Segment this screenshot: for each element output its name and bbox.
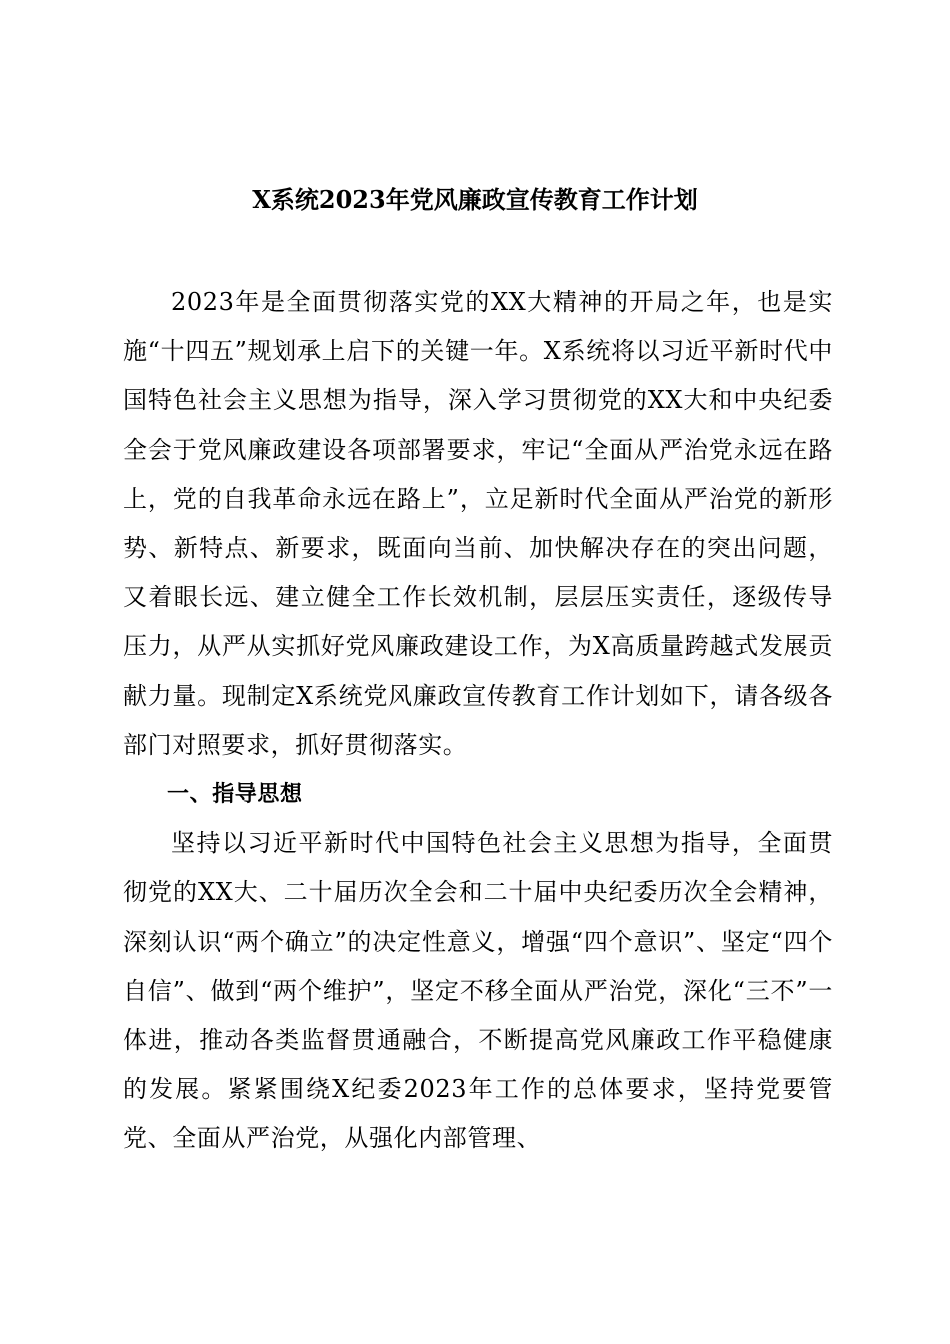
- intro-paragraph: 2023年是全面贯彻落实党的XX大精神的开局之年，也是实施“十四五”规划承上启下的关键一年。X系统将以习近平新时代中国特色社会主义思想为指导，深入学习贯彻党的XX大和中央纪委全会于党风廉政建设各项部署要求，牢记“全面从严治党永远在路上，党的自我革命永远在路上”，立足新时代全面从严治党的新形势、新特点、新要求，既面向当前、加快解决存在的突出问题，又着眼长远、建立健全工作长效机制，层层压实责任，逐级传导压力，从严从实抓好党风廉政建设工作，为X高质量跨越式发展贡献力量。现制定X系统党风廉政宣传教育工作计划如下，请各级各部门对照要求，抓好贯彻落实。: [123, 288, 833, 759]
- section-heading-guiding-ideology: 一、指导思想: [167, 782, 303, 808]
- document-body: [123, 278, 833, 1164]
- section-paragraph-guiding-ideology: 坚持以习近平新时代中国特色社会主义思想为指导，全面贯彻党的XX大、二十届历次全会和二十届中央纪委历次全会精神，深刻认识“两个确立”的决定性意义，增强“四个意识”、坚定“四个自信”、做到“两个维护”，坚定不移全面从严治党，深化“三不”一体进，推动各类监督贯通融合，不断提高党风廉政工作平稳健康的发展。紧紧围绕X纪委2023年工作的总体要求，坚持党要管党、全面从严治党，从强化内部管理、: [123, 829, 833, 1153]
- document-title: X系统2023年党风廉政宣传教育工作计划: [252, 185, 698, 214]
